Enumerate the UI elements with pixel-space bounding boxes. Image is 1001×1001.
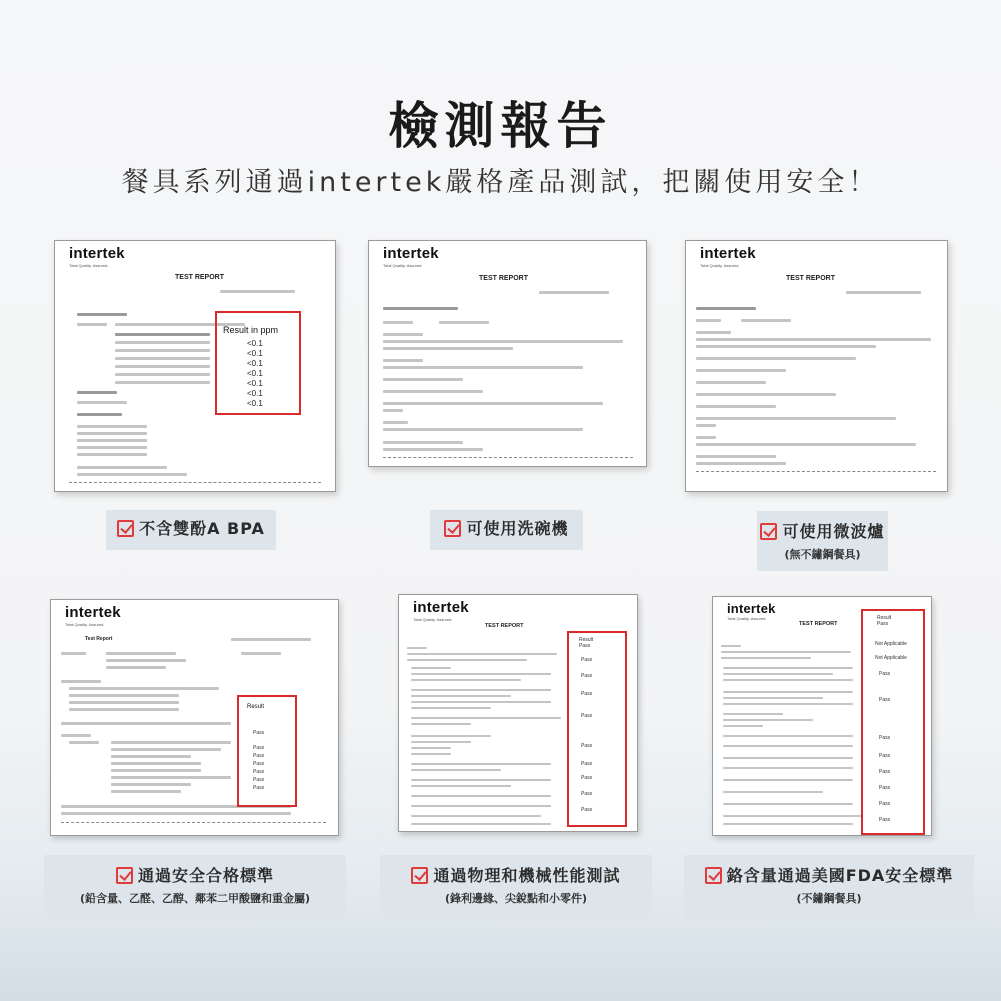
checkbox-icon <box>411 867 428 884</box>
report-title: Test Report <box>85 636 113 642</box>
badge-label: 鉻含量通過美國FDA安全標準 <box>726 866 954 885</box>
result-value: Pass <box>581 761 593 767</box>
result-header: Result <box>877 615 892 621</box>
checkbox-icon <box>705 867 722 884</box>
intertek-logo: intertek <box>69 245 125 262</box>
result-value: Pass <box>253 761 265 767</box>
badge-label: 通過安全合格標準 <box>137 866 274 885</box>
result-header: Result <box>579 637 594 643</box>
badge-microwave-safe <box>757 511 888 571</box>
badge-note: (無不鏽鋼餐具) <box>784 548 861 561</box>
intertek-logo: intertek <box>727 601 776 616</box>
checkbox-icon <box>760 523 777 540</box>
result-highlight-box <box>237 695 297 807</box>
result-value: Pass <box>879 785 891 791</box>
result-value: Pass <box>879 697 891 703</box>
result-value: Pass <box>879 671 891 677</box>
checkbox-icon <box>116 867 133 884</box>
result-value: Pass <box>253 769 265 775</box>
result-value: <0.1 <box>247 389 263 398</box>
badge-label: 通過物理和機械性能測試 <box>433 866 621 885</box>
result-value: Not Applicable <box>875 655 907 661</box>
result-header: Result in ppm <box>223 325 279 335</box>
result-highlight-box <box>567 631 627 827</box>
report-title: TEST REPORT <box>175 274 225 281</box>
badge-safety-standard <box>44 855 346 917</box>
badge-note: (鉛含量、乙醛、乙醇、鄰苯二甲酸鹽和重金屬) <box>79 892 311 905</box>
result-header: Result <box>247 704 265 710</box>
result-value: Pass <box>579 643 591 649</box>
logo-tagline: Total Quality. Assured. <box>700 263 740 268</box>
report-title: TEST REPORT <box>479 275 529 282</box>
report-title: TEST REPORT <box>799 621 838 627</box>
badge-label: 可使用微波爐 <box>782 522 885 541</box>
test-report-microwave <box>685 240 948 492</box>
badge-bpa-free <box>106 510 276 550</box>
result-value: Pass <box>253 730 265 736</box>
logo-tagline: Total Quality. Assured. <box>383 263 423 268</box>
result-value: Pass <box>581 775 593 781</box>
logo-tagline: Total Quality. Assured. <box>69 263 109 268</box>
result-value: <0.1 <box>247 399 263 408</box>
badge-fda-chromium <box>684 855 974 917</box>
result-value: Pass <box>879 753 891 759</box>
page-subtitle: 餐具系列通過intertek嚴格產品測試，把關使用安全！ <box>121 167 880 198</box>
result-value: Not Applicable <box>875 641 907 647</box>
result-value: Pass <box>253 777 265 783</box>
result-value: Pass <box>581 807 593 813</box>
intertek-logo: intertek <box>383 245 439 262</box>
result-value: <0.1 <box>247 369 263 378</box>
result-value: Pass <box>581 713 593 719</box>
report-title: TEST REPORT <box>786 275 836 282</box>
result-value: Pass <box>253 745 265 751</box>
intertek-logo: intertek <box>413 599 469 616</box>
result-value: Pass <box>879 801 891 807</box>
result-value: Pass <box>581 743 593 749</box>
report-title: TEST REPORT <box>485 623 524 629</box>
result-value: Pass <box>253 785 265 791</box>
result-value: Pass <box>877 621 889 627</box>
badge-dishwasher-safe <box>430 510 583 550</box>
result-value: Pass <box>253 753 265 759</box>
result-value: Pass <box>879 735 891 741</box>
logo-tagline: Total Quality. Assured. <box>727 616 767 621</box>
badge-label: 可使用洗碗機 <box>466 519 569 538</box>
result-value: <0.1 <box>247 379 263 388</box>
intertek-logo: intertek <box>700 245 756 262</box>
badge-note: (不鏽鋼餐具) <box>796 892 862 905</box>
test-report-bpa <box>54 240 336 492</box>
result-value: Pass <box>581 673 593 679</box>
result-value: <0.1 <box>247 339 263 348</box>
result-value: Pass <box>879 769 891 775</box>
page-title: 檢測報告 <box>388 97 613 155</box>
result-value: Pass <box>581 691 593 697</box>
checkbox-icon <box>117 520 134 537</box>
badge-mechanical-test <box>380 855 652 917</box>
result-value: Pass <box>879 817 891 823</box>
result-value: <0.1 <box>247 349 263 358</box>
test-report-dishwasher <box>368 240 647 467</box>
badge-label: 不含雙酚A BPA <box>139 519 265 538</box>
badge-note: (鋒利邊緣、尖銳點和小零件) <box>444 892 588 905</box>
checkbox-icon <box>444 520 461 537</box>
logo-tagline: Total Quality. Assured. <box>413 617 453 622</box>
test-report-fda <box>712 596 932 836</box>
result-value: Pass <box>581 657 593 663</box>
intertek-logo: intertek <box>65 604 121 621</box>
logo-tagline: Total Quality. Assured. <box>65 622 105 627</box>
test-report-safety <box>50 599 339 836</box>
result-value: <0.1 <box>247 359 263 368</box>
test-report-mechanical <box>398 594 638 832</box>
result-value: Pass <box>581 791 593 797</box>
